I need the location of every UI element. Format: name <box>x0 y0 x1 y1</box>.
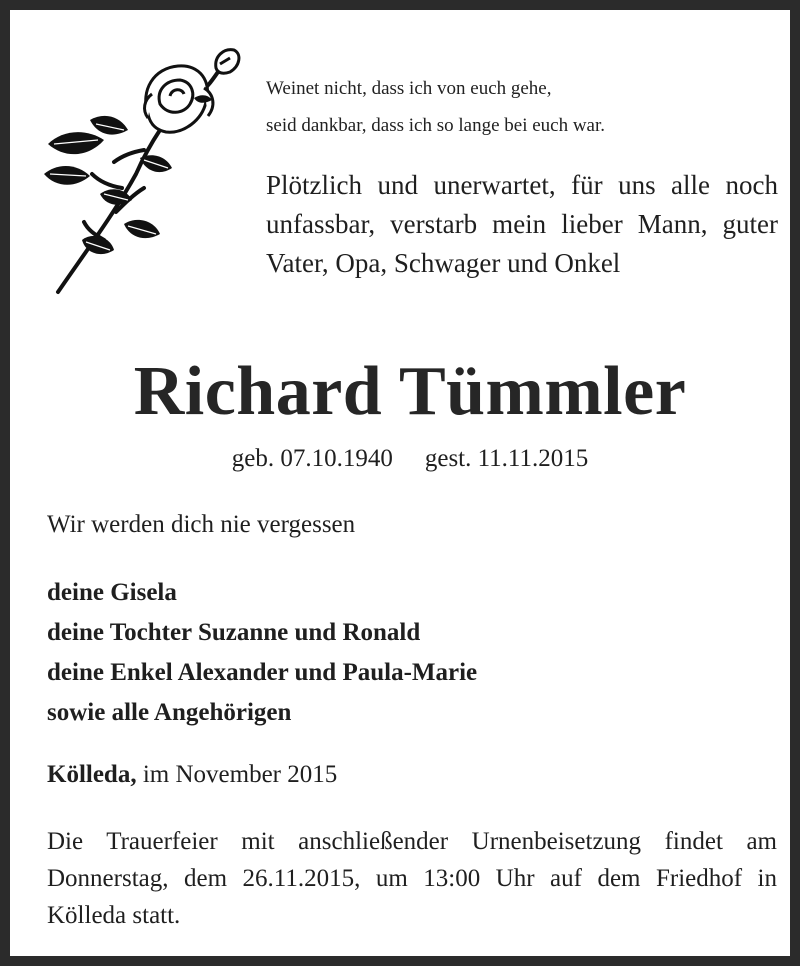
funeral-details: Die Trauerfeier mit anschließender Urnenbeisetzung findet am Donnerstag, dem 26.11.2015, um 13:00 Uhr auf dem Friedhof in Kölleda statt. <box>47 828 777 929</box>
notice-date: im November 2015 <box>136 761 338 788</box>
birth-date: geb. 07.10.1940 <box>231 445 393 472</box>
death-date: gest. 11.11.2015 <box>424 445 589 472</box>
mourner-line: deine Enkel Alexander und Paula-Marie <box>47 659 478 686</box>
mourner-line: sowie alle Angehörigen <box>47 699 292 726</box>
intro-text: Plötzlich und unerwartet, für uns alle noch unfassbar, verstarb mein lieber Mann, guter Vater, Opa, Schwager und Onkel <box>266 170 778 278</box>
mourners-list <box>47 573 477 733</box>
town: Kölleda, <box>47 761 137 788</box>
quote <box>266 70 605 144</box>
mourner-line: deine Gisela <box>47 579 177 606</box>
life-dates <box>10 442 800 476</box>
quote-line-1: Weinet nicht, dass ich von euch gehe, <box>266 78 552 99</box>
quote-line-2: seid dankbar, dass ich so lange bei euch war. <box>266 115 606 136</box>
rose-icon <box>44 44 254 296</box>
mourner-line: deine Tochter Suzanne und Ronald <box>47 619 421 646</box>
remembrance-text: Wir werden dich nie vergessen <box>47 511 356 538</box>
place-and-date <box>47 758 337 792</box>
deceased-name: Richard Tümmler <box>133 353 687 430</box>
